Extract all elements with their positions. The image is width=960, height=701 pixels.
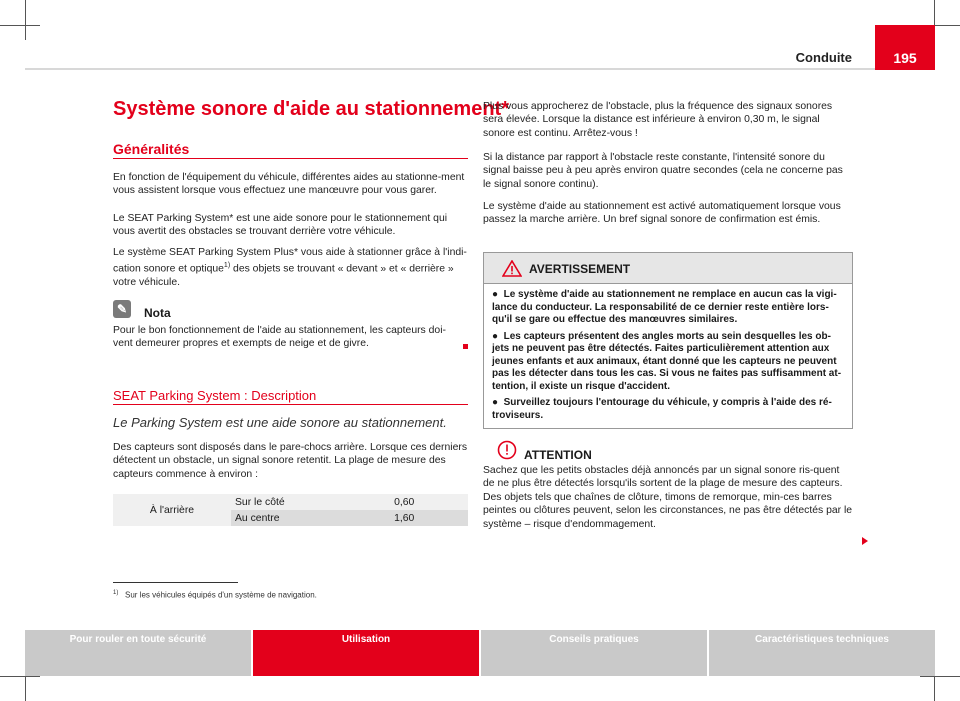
nota-text: Pour le bon fonctionnement de l'aide au stationnement, les capteurs doi-vent demeurer propres et exempts de neige et de givre. xyxy=(113,325,446,350)
section-heading-description: SEAT Parking System : Description xyxy=(113,388,317,403)
footnote-rule xyxy=(113,582,238,583)
footnote-ref: 1) xyxy=(223,262,231,270)
warning-item: ● Surveillez toujours l'entourage du véhicule, y compris à l'aide des ré-troviseurs. xyxy=(492,397,832,421)
table-cell-label: Au centre xyxy=(231,510,390,526)
detection-range-table xyxy=(113,494,468,526)
warning-item-text: Les capteurs présentent des angles morts au sein desquelles les ob-jets ne peuvent pas être détectés. Faites particulièrement attention aux jeunes enfants et aux animaux, étant donné que les capteurs ne peuvent pas les détecter dans tous les cas. Si vous ne faites pas suffisamment at-tention, il existe un risque d'accident. xyxy=(492,330,842,392)
footnote xyxy=(113,590,317,600)
warning-item: ● Les capteurs présentent des angles morts au sein desquelles les ob-jets ne peuvent pas être détectés. Faites particulièrement attention aux jeunes enfants et aux animaux, étant donné que les capteurs ne peuvent pas les détecter dans tous les cas. Si vous ne faites pas suffisamment at-tention, il existe un risque d'accident. xyxy=(492,330,842,392)
heading-rule xyxy=(113,158,468,159)
section-heading-generalites: Généralités xyxy=(113,141,190,157)
crop-mark xyxy=(920,676,960,677)
section-end-icon xyxy=(463,344,468,349)
warning-box xyxy=(483,252,853,429)
heading-rule xyxy=(113,404,468,405)
warning-title: AVERTISSEMENT xyxy=(529,262,631,276)
continue-arrow-icon xyxy=(862,537,868,545)
paragraph: Si la distance par rapport à l'obstacle reste constante, l'intensité sonore du signal baisse peu à peu après environ quatre secondes (cela ne concerne pas le signal sonore continu). xyxy=(483,152,843,190)
tab-caracteristiques-techniques[interactable]: Caractéristiques techniques xyxy=(709,630,935,676)
paragraph xyxy=(113,246,469,290)
lead-sentence: Le Parking System est une aide sonore au stationnement. xyxy=(113,415,447,430)
paragraph-text: Le système SEAT Parking System Plus* vous aide à stationner grâce à l'indi-cation sonore et optique xyxy=(113,247,467,275)
paragraph: Des capteurs sont disposés dans le pare-chocs arrière. Lorsque ces derniers détectent un obstacle, un signal sonore retentit. La plage de mesure des capteurs commence à environ : xyxy=(113,442,468,480)
attention-title: ATTENTION xyxy=(524,448,592,462)
warning-item-text: Surveillez toujours l'entourage du véhicule, y compris à l'aide des ré-troviseurs. xyxy=(492,397,832,421)
crop-mark xyxy=(0,25,40,26)
warning-triangle-icon xyxy=(502,260,522,277)
tab-conseils-pratiques[interactable]: Conseils pratiques xyxy=(481,630,707,676)
footnote-text: Sur les véhicules équipés d'un système de navigation. xyxy=(125,590,317,600)
paragraph-text: des objets se trouvant « devant » et « derrière » votre véhicule. xyxy=(113,263,454,289)
table-row xyxy=(113,494,468,510)
running-header-title: Conduite xyxy=(795,50,852,65)
paragraph: Le système d'aide au stationnement est activé automatiquement lorsque vous passez la marche arrière. Un bref signal sonore de confirmation est émis. xyxy=(483,201,841,226)
chapter-tab-bar xyxy=(25,630,935,676)
warning-item-text: Le système d'aide au stationnement ne remplace en aucun cas la vigi-lance du conducteur. La responsabilité de ce dernier reste entière lors-qu'il se gare ou effectue des manœuvres similaires. xyxy=(492,289,837,325)
crop-mark xyxy=(0,676,40,677)
paragraph: Le SEAT Parking System* est une aide sonore pour le stationnement qui vous avertit des obstacles se trouvant derrière votre véhicule. xyxy=(113,213,448,238)
page-number: 195 xyxy=(875,25,935,70)
page-title: Système sonore d'aide au stationnement* xyxy=(113,98,509,120)
crop-mark xyxy=(25,0,26,40)
table-cell-value: 1,60 xyxy=(390,510,468,526)
paragraph: En fonction de l'équipement du véhicule, différentes aides au stationne-ment vous assistent lorsque vous effectuez une manœuvre pour vous garer. xyxy=(113,172,465,197)
footnote-marker: 1) xyxy=(113,590,119,596)
nota-icon: ✎ xyxy=(113,300,131,318)
attention-text: Sachez que les petits obstacles déjà annoncés par un signal sonore ris-quent de ne plus être détectés lorsqu'ils sortent de la plage de mesure des capteurs. Des objets tels que chaînes de clôture, timons de remorque, min-ces barres peintes ou clôtures peuvent, selon les circonstances, ne pas être détectés par le système – risque d'endommagement. xyxy=(483,465,853,530)
attention-icon xyxy=(497,440,517,460)
nota-title: Nota xyxy=(144,306,171,320)
table-cell-label: Sur le côté xyxy=(231,494,390,510)
table-cell-value: 0,60 xyxy=(390,494,468,510)
tab-utilisation[interactable]: Utilisation xyxy=(253,630,479,676)
table-row-header: À l'arrière xyxy=(113,494,231,526)
header-rule xyxy=(25,68,875,70)
tab-securite[interactable]: Pour rouler en toute sécurité xyxy=(25,630,251,676)
warning-header xyxy=(484,253,852,284)
paragraph: Plus vous approcherez de l'obstacle, plus la fréquence des signaux sonores sera élevée. Lorsque la distance est inférieure à environ 0,30 m, le signal sonore est continu. Arrêtez-vous ! xyxy=(483,101,833,139)
warning-body xyxy=(484,284,852,431)
warning-item: ● Le système d'aide au stationnement ne remplace en aucun cas la vigi-lance du conducteur. La responsabilité de ce dernier reste entière lors-qu'il se gare ou effectue des manœuvres similaires. xyxy=(492,289,837,325)
